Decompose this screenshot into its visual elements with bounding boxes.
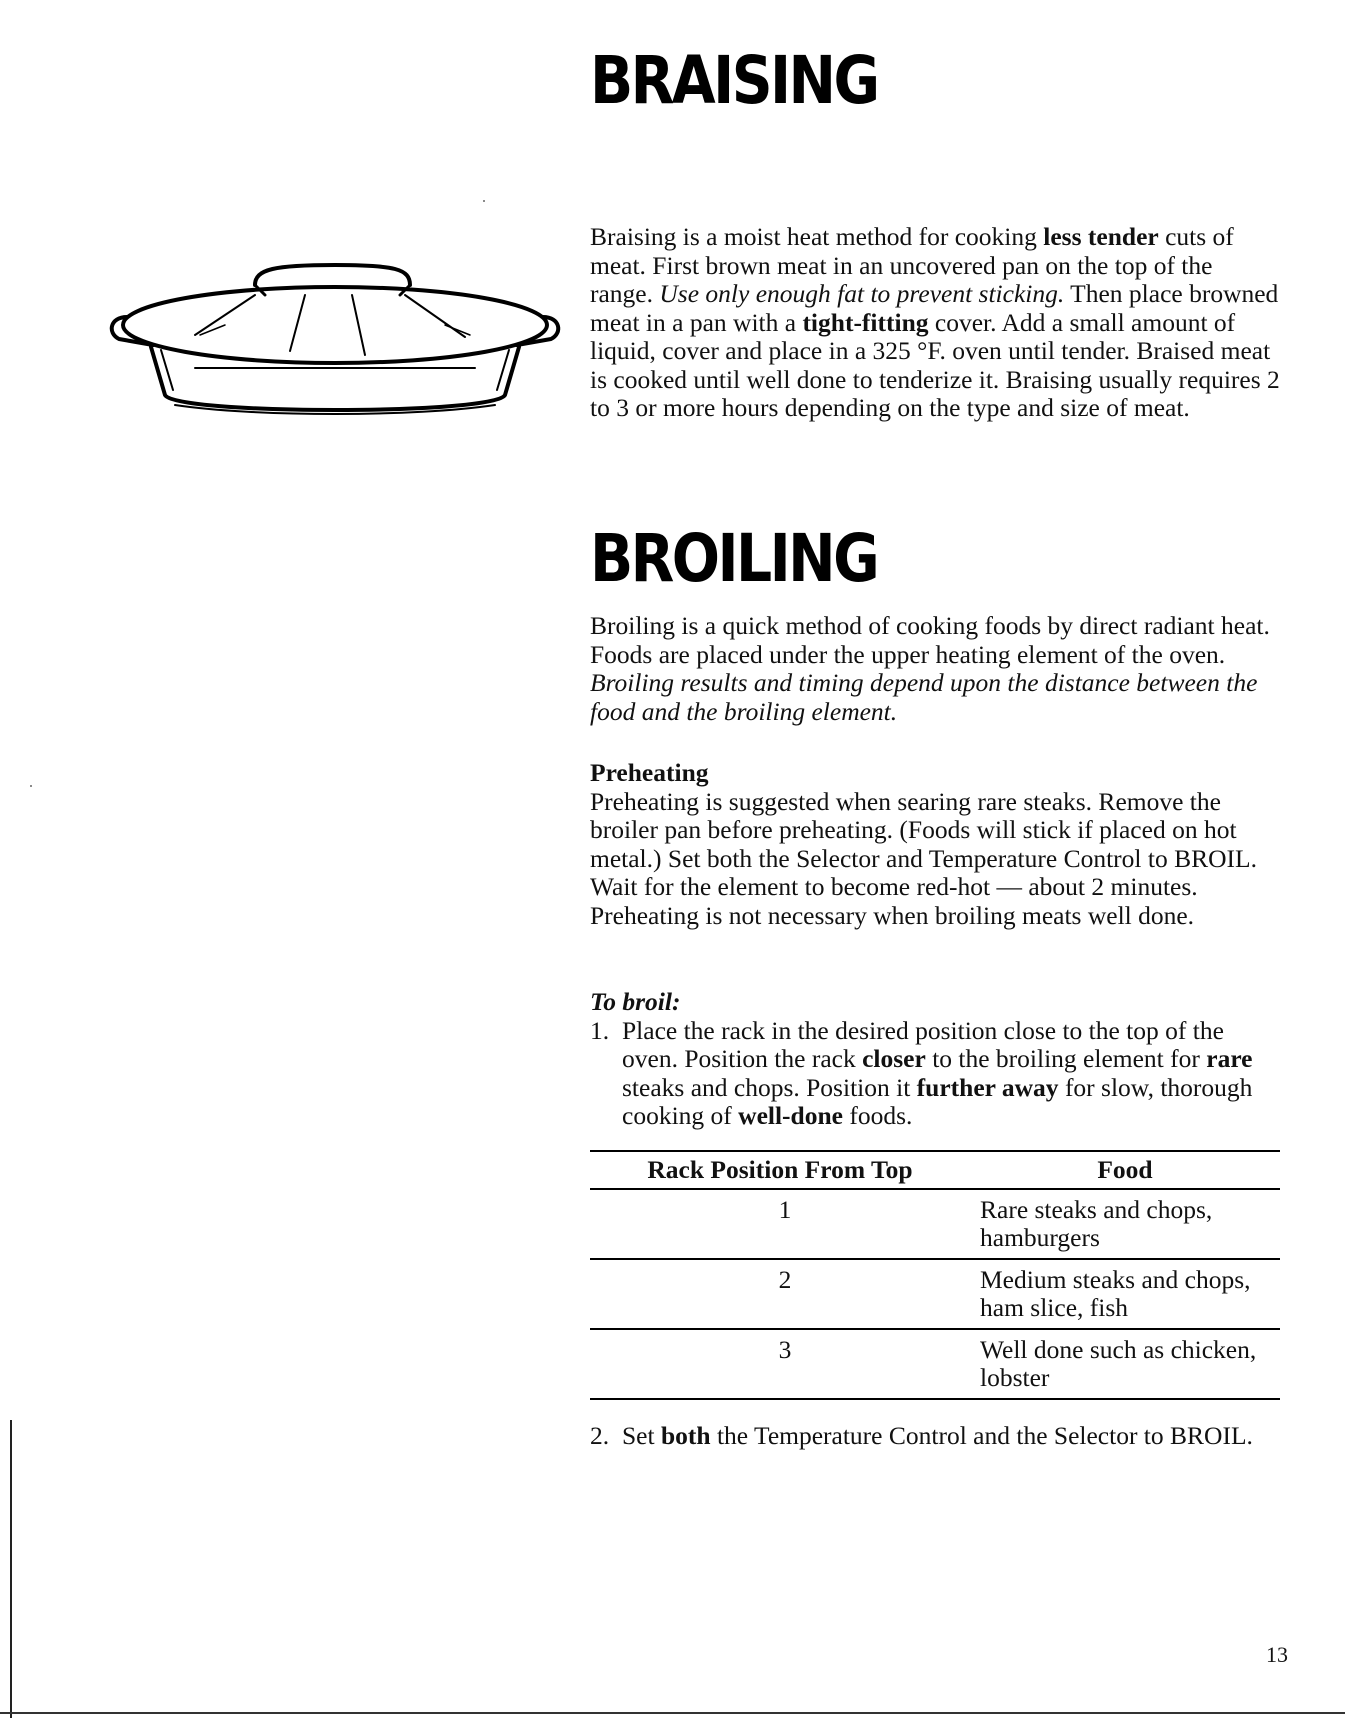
braising-title: BRAISING — [590, 42, 878, 119]
table-row — [590, 1189, 1280, 1259]
braising-text-2: cuts of meat. First brown meat in an uncovered pan on the top of the range. — [590, 222, 1234, 308]
step-2-text-c: the Temperature Control and the Selector to BROIL. — [710, 1421, 1253, 1450]
broiling-intro-text: Broiling is a quick method of cooking foods by direct radiant heat. Foods are placed under the upper heating element of the oven. — [590, 611, 1270, 669]
braising-text-3: Then place browned meat in a pan with a — [590, 279, 1279, 337]
table-cell-position: 3 — [778, 1334, 792, 1364]
step-1-bold-further-away: further away — [916, 1072, 1059, 1102]
braising-paragraph — [590, 223, 1280, 423]
page-edge-line — [10, 1420, 12, 1718]
table-cell-position: 1 — [778, 1194, 792, 1224]
braising-text-1: Braising is a moist heat method for cooking — [590, 222, 1044, 251]
step-1-bold-rare: rare — [1206, 1044, 1253, 1073]
step-1-text-i: foods. — [842, 1101, 913, 1130]
preheating-text: Preheating is suggested when searing rare steaks. Remove the broiler pan before preheating. (Foods will stick if placed on hot metal.) Set both the Selector and Temperature Control to BROIL. Wait for the element to become red-hot — about 2 minutes. Preheating is not necessary when broiling meats well done. — [590, 786, 1257, 930]
step-2 — [590, 1422, 1280, 1451]
to-broil-section — [590, 988, 1280, 1131]
step-1-bold-closer: closer — [862, 1044, 926, 1073]
step-1 — [590, 1017, 1280, 1131]
page-number: 13 — [1266, 1642, 1288, 1667]
broiling-title: BROILING — [590, 520, 878, 597]
page-bottom-line — [0, 1712, 1345, 1714]
step-1-text-e: steaks and chops. Position it — [622, 1072, 917, 1102]
table-cell-position: 2 — [778, 1264, 792, 1294]
braising-italic-fat-note: Use only enough fat to prevent sticking. — [659, 279, 1065, 308]
preheating-section — [590, 759, 1280, 930]
rack-position-table — [590, 1150, 1280, 1400]
table-cell-food: Rare steaks and chops, hamburgers — [980, 1194, 1213, 1252]
braising-bold-tight-fitting: tight-fitting — [802, 307, 929, 337]
covered-roasting-pan-icon — [105, 255, 565, 430]
table-header-row — [590, 1151, 1280, 1189]
preheating-heading: Preheating — [590, 758, 709, 787]
table-cell-food: Well done such as chicken, lobster — [980, 1334, 1257, 1392]
step-1-number: 1. — [590, 1015, 610, 1045]
step-2-text-a: Set — [622, 1421, 661, 1450]
step-2-number: 2. — [590, 1421, 610, 1450]
table-row — [590, 1329, 1280, 1399]
table-header-rack-position: Rack Position From Top — [647, 1155, 913, 1184]
step-2-bold-both: both — [660, 1421, 711, 1450]
table-cell-food: Medium steaks and chops, ham slice, fish — [980, 1264, 1251, 1322]
braising-bold-less-tender: less tender — [1043, 222, 1159, 251]
table-row — [590, 1259, 1280, 1329]
speck-mark — [483, 200, 485, 202]
table-header-food: Food — [1097, 1155, 1153, 1184]
step-1-text-c: to the broiling element for — [925, 1044, 1207, 1073]
rack-position-table-wrapper — [590, 1150, 1280, 1400]
braising-text-4: cover. Add a small amount of liquid, cover and place in a 325 °F. oven until tender. Braised meat is cooked until well done to tenderize it. Braising usually requires 2 to 3 or more hours depending on the type and size of meat. — [590, 307, 1280, 422]
speck-mark — [30, 785, 32, 787]
step-1-bold-well-done: well-done — [738, 1101, 843, 1130]
broiling-intro — [590, 612, 1280, 726]
step-1-text-g: for slow, thorough cooking of — [622, 1072, 1253, 1130]
step-1-text-a: Place the rack in the desired position close to the top of the oven. Position the rack — [622, 1015, 1224, 1073]
step-2-section — [590, 1422, 1280, 1451]
to-broil-heading: To broil: — [590, 987, 681, 1016]
broiling-intro-italic: Broiling results and timing depend upon the distance between the food and the broiling element. — [590, 668, 1258, 726]
